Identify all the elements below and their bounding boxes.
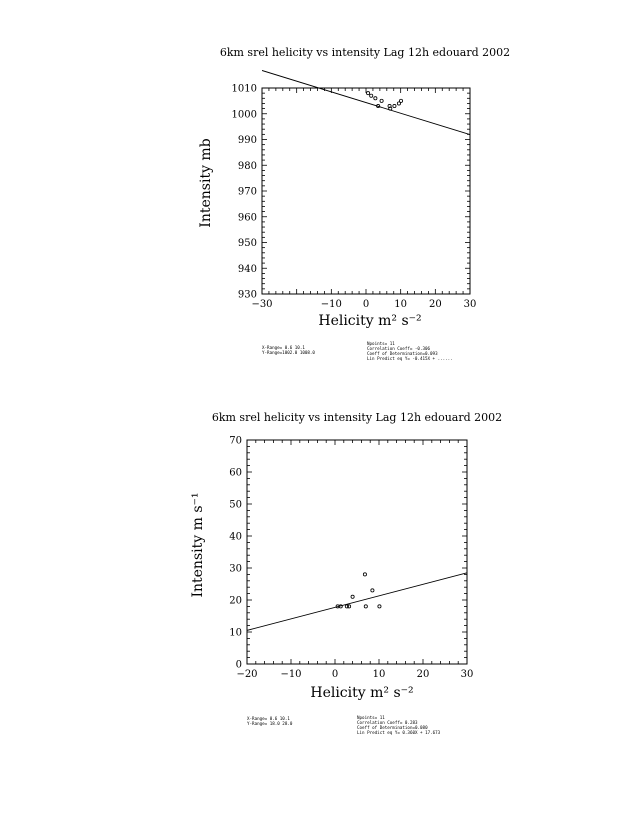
x-tick-label: −10 xyxy=(280,669,302,680)
stats-left-line: X-Range= 0.6 10.1 xyxy=(262,345,305,350)
data-point xyxy=(371,589,374,592)
x-tick-label: −20 xyxy=(236,669,258,680)
x-tick-label: 20 xyxy=(416,669,430,680)
stats-right-line: Correlation Coeff= 0.283 xyxy=(357,720,418,725)
stats-right-line: Coeff of Determination=0.093 xyxy=(367,351,438,356)
y-tick-label: 60 xyxy=(229,467,242,479)
regression-line xyxy=(247,573,467,631)
y-tick-label: 940 xyxy=(237,263,257,275)
plot-frame xyxy=(262,88,470,294)
data-point xyxy=(399,99,402,102)
y-tick-label: 40 xyxy=(229,531,242,543)
y-axis-label: Intensity m s⁻¹ xyxy=(190,492,206,598)
stats-left-line: Y-Range= 18.0 28.0 xyxy=(247,721,293,726)
data-point xyxy=(374,97,377,100)
y-tick-label: 960 xyxy=(237,212,257,224)
chart-1 xyxy=(198,46,510,361)
y-tick-label: 930 xyxy=(237,289,257,301)
x-tick-label: 10 xyxy=(394,299,408,310)
plot-frame xyxy=(247,440,467,664)
data-point xyxy=(380,99,383,102)
y-tick-label: 50 xyxy=(229,499,242,511)
y-tick-label: 1010 xyxy=(231,83,257,95)
stats-right-line: Npoints= 11 xyxy=(367,341,395,346)
y-tick-label: 70 xyxy=(229,435,242,447)
x-tick-label: 30 xyxy=(460,669,474,680)
data-point xyxy=(351,595,354,598)
data-point xyxy=(393,104,396,107)
data-point xyxy=(378,605,381,608)
stats-right-line: Coeff of Determination=0.080 xyxy=(357,725,428,730)
data-point xyxy=(370,94,373,97)
y-axis-label: Intensity mb xyxy=(198,138,214,228)
y-tick-label: 970 xyxy=(237,186,257,198)
y-tick-label: 0 xyxy=(235,659,242,671)
x-axis-label: Helicity m² s⁻² xyxy=(318,313,422,329)
data-point xyxy=(366,92,369,95)
chart-2 xyxy=(190,411,502,735)
data-point xyxy=(364,605,367,608)
y-tick-label: 1000 xyxy=(231,109,257,121)
x-tick-label: 20 xyxy=(428,299,442,310)
stats-right-line: Npoints= 11 xyxy=(357,715,385,720)
x-tick-label: 0 xyxy=(331,669,339,680)
y-tick-label: 10 xyxy=(229,627,242,639)
data-point xyxy=(347,605,350,608)
stats-right-line: Lin Predict eq Y= -0.415X + ...... xyxy=(367,356,453,361)
y-tick-label: 30 xyxy=(229,563,242,575)
x-tick-label: 30 xyxy=(463,299,477,310)
x-tick-label: 10 xyxy=(372,669,386,680)
y-tick-label: 20 xyxy=(229,595,242,607)
stats-left-line: X-Range= 0.6 10.1 xyxy=(247,716,290,721)
regression-line xyxy=(262,70,470,134)
chart-title: 6km srel helicity vs intensity Lag 12h edouard 2002 xyxy=(211,411,503,424)
y-tick-label: 950 xyxy=(237,238,257,249)
x-tick-label: 0 xyxy=(362,299,370,310)
y-tick-label: 990 xyxy=(237,135,257,146)
x-tick-label: −30 xyxy=(251,299,273,310)
x-axis-label: Helicity m² s⁻² xyxy=(310,685,414,701)
y-tick-label: 980 xyxy=(237,160,257,172)
data-point xyxy=(363,573,366,576)
chart-title: 6km srel helicity vs intensity Lag 12h edouard 2002 xyxy=(219,46,511,59)
stats-right-line: Correlation Coeff= -0.306 xyxy=(367,346,431,351)
stats-left-line: Y-Range=1002.0 1008.0 xyxy=(262,350,315,355)
x-tick-label: −10 xyxy=(320,299,342,310)
stats-right-line: Lin Predict eq Y= 0.360X + 17.673 xyxy=(357,730,441,735)
